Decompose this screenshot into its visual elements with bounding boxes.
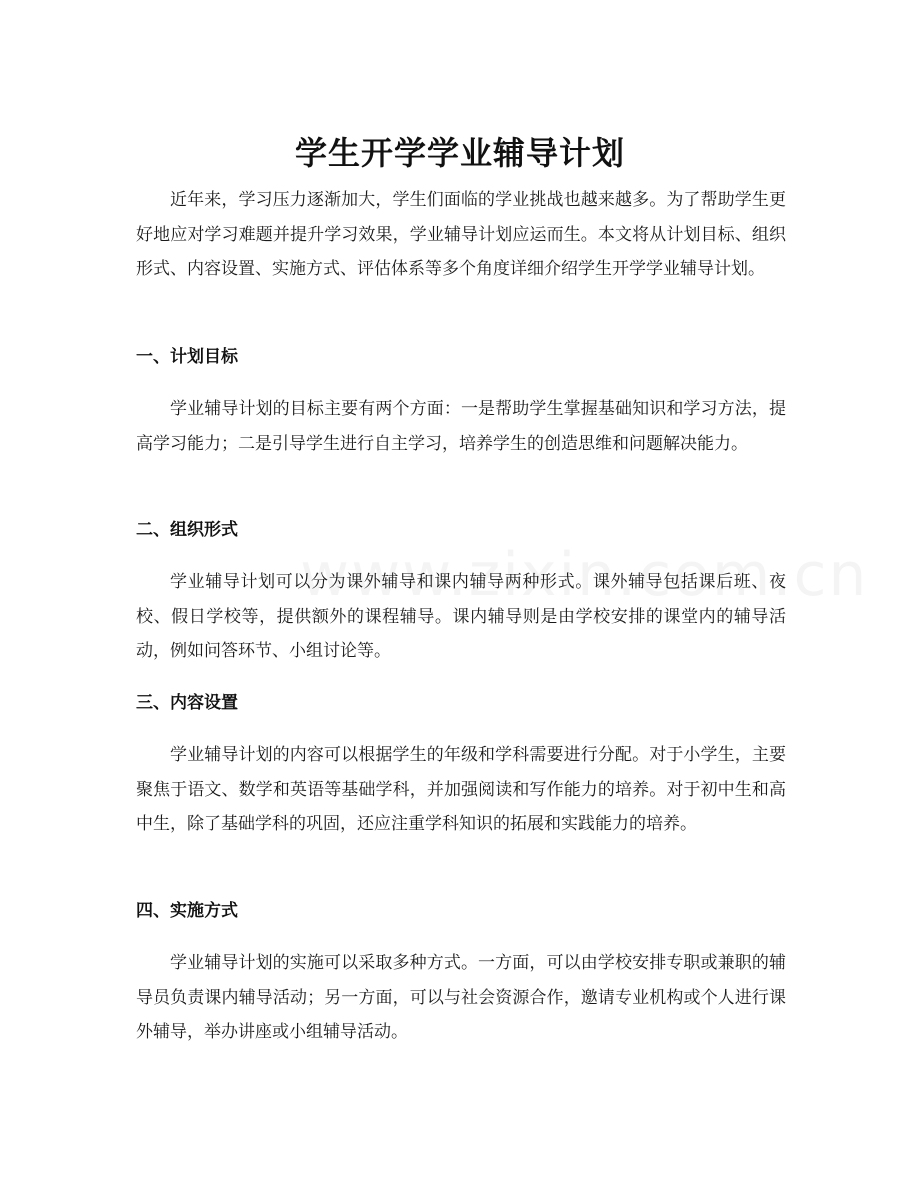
section-body-organization: 学业辅导计划可以分为课外辅导和课内辅导两种形式。课外辅导包括课后班、夜校、假日学校等，提供额外的课程辅导。课内辅导则是由学校安排的课堂内的辅导活动，例如问答环节、小组讨论等。 bbox=[136, 572, 786, 661]
section-body-implementation: 学业辅导计划的实施可以采取多种方式。一方面，可以由学校安排专职或兼职的辅导员负责课内辅导活动；另一方面，可以与社会资源合作，邀请专业机构或个人进行课外辅导，举办讲座或小组辅导活动。 bbox=[136, 953, 786, 1042]
section-heading-content: 三、内容设置 bbox=[136, 693, 238, 713]
section-body-content: 学业辅导计划的内容可以根据学生的年级和学科需要进行分配。对于小学生，主要聚焦于语文、数学和英语等基础学科，并加强阅读和写作能力的培养。对于初中生和高中生，除了基础学科的巩固，还应注重学科知识的拓展和实践能力的培养。 bbox=[136, 745, 786, 834]
intro-paragraph: 近年来，学习压力逐渐加大，学生们面临的学业挑战也越来越多。为了帮助学生更好地应对学习难题并提升学习效果，学业辅导计划应运而生。本文将从计划目标、组织形式、内容设置、实施方式、评估体系等多个角度详细介绍学生开学学业辅导计划。 bbox=[136, 190, 786, 279]
section-body-goals: 学业辅导计划的目标主要有两个方面：一是帮助学生掌握基础知识和学习方法，提高学习能力；二是引导学生进行自主学习，培养学生的创造思维和问题解决能力。 bbox=[136, 399, 786, 454]
section-heading-goals: 一、计划目标 bbox=[136, 347, 238, 367]
section-heading-implementation: 四、实施方式 bbox=[136, 901, 238, 921]
section-heading-organization: 二、组织形式 bbox=[136, 520, 238, 540]
document-title: 学生开学学业辅导计划 bbox=[294, 134, 625, 173]
